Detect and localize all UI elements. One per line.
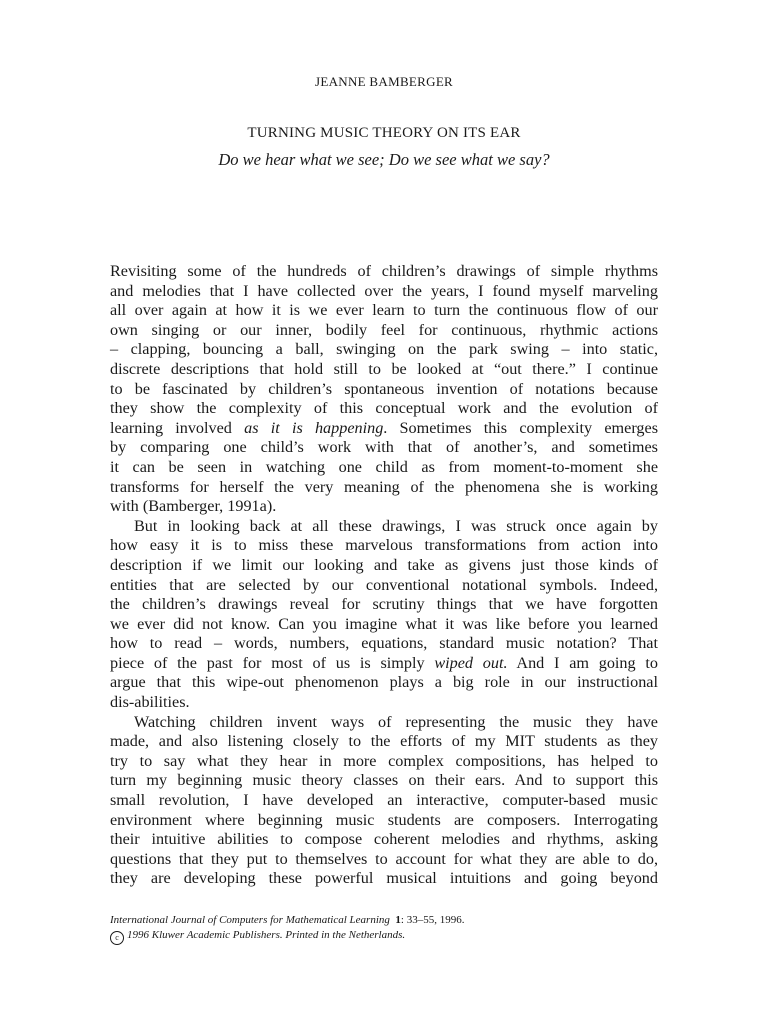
text-line: small revolution, I have developed an interactive, computer-based music xyxy=(110,791,658,810)
emphasis-text: as it is happening xyxy=(244,418,384,437)
text-line: Revisiting some of the hundreds of children’s drawings of simple rhythms xyxy=(110,262,658,280)
text-line: entities that are selected by our conventional notational symbols. Indeed, xyxy=(110,575,658,594)
paper-subtitle: Do we hear what we see; Do we see what we say? xyxy=(218,150,550,169)
journal-name: International Journal of Computers for Mathematical Learning xyxy=(110,914,390,926)
copyright-text: 1996 Kluwer Academic Publishers. Printed in the Netherlands. xyxy=(127,929,406,941)
text-fragment: learning involved xyxy=(110,418,245,437)
text-line xyxy=(110,654,658,674)
text-line: – clapping, bouncing a ball, swinging on the park swing – into static, xyxy=(110,340,658,359)
text-line: transforms for herself the very meaning of the phenomena she is working xyxy=(110,477,658,496)
emphasis-text: wiped out. xyxy=(434,653,508,672)
text-line: made, and also listening closely to the efforts of my MIT students as they xyxy=(110,732,658,751)
text-fragment: And I am going to xyxy=(507,653,658,672)
footer-citation xyxy=(110,913,658,945)
journal-volume: 1 xyxy=(395,914,401,926)
journal-pages: : 33–55, 1996. xyxy=(400,914,465,926)
text-line: it can be seen in watching one child as from moment-to-moment she xyxy=(110,457,658,476)
text-line: they are developing these powerful musical intuitions and going beyond xyxy=(110,869,658,888)
text-line: turn my beginning music theory classes on their ears. And to support this xyxy=(110,771,658,790)
text-fragment: piece of the past for most of us is simply xyxy=(110,653,435,672)
text-fragment: . Sometimes this complexity emerges xyxy=(383,418,659,437)
text-line: description if we limit our looking and take as givens just those kinds of xyxy=(110,555,658,574)
text-line: how to read – words, numbers, equations, standard music notation? That xyxy=(110,634,658,653)
journal-citation xyxy=(110,913,658,928)
text-line: all over again at how it is we ever learn to turn the continuous flow of our xyxy=(110,301,658,320)
author-name: JEANNE BAMBERGER xyxy=(314,74,454,89)
text-line: argue that this wipe-out phenomenon plays a big role in our instructional xyxy=(110,673,658,692)
text-line: how easy it is to miss these marvelous transformations from action into xyxy=(110,536,658,555)
paper-title: TURNING MUSIC THEORY ON ITS EAR xyxy=(247,125,521,141)
copyright-icon: c xyxy=(110,931,124,945)
copyright-line xyxy=(110,928,658,945)
text-line: the children’s drawings reveal for scrutiny things that we have forgotten xyxy=(110,595,658,614)
text-line xyxy=(110,419,658,439)
text-line: discrete descriptions that hold still to be looked at “out there.” I continue xyxy=(110,359,658,378)
text-line: with (Bamberger, 1991a). xyxy=(110,497,277,516)
text-line: own singing or our inner, bodily feel for continuous, rhythmic actions xyxy=(110,320,658,339)
body-text xyxy=(110,262,658,889)
text-line: Watching children invent ways of representing the music they have xyxy=(134,712,658,731)
text-line: questions that they put to themselves to account for what they are able to do, xyxy=(110,849,658,868)
text-line: their intuitive abilities to compose coherent melodies and rhythms, asking xyxy=(110,830,658,849)
text-line: dis-abilities. xyxy=(110,693,190,712)
text-line: environment where beginning music students are composers. Interrogating xyxy=(110,810,658,829)
text-line: by comparing one child’s work with that of another’s, and sometimes xyxy=(110,438,658,457)
text-line: and melodies that I have collected over the years, I found myself marveling xyxy=(110,281,658,300)
text-line: But in looking back at all these drawings, I was struck once again by xyxy=(134,516,658,535)
text-line: they show the complexity of this conceptual work and the evolution of xyxy=(110,399,658,418)
text-line: we ever did not know. Can you imagine what it was like before you learned xyxy=(110,614,658,633)
text-line: to be fascinated by children’s spontaneous invention of notations because xyxy=(110,379,658,398)
text-line: try to say what they hear in more complex compositions, has helped to xyxy=(110,751,658,770)
